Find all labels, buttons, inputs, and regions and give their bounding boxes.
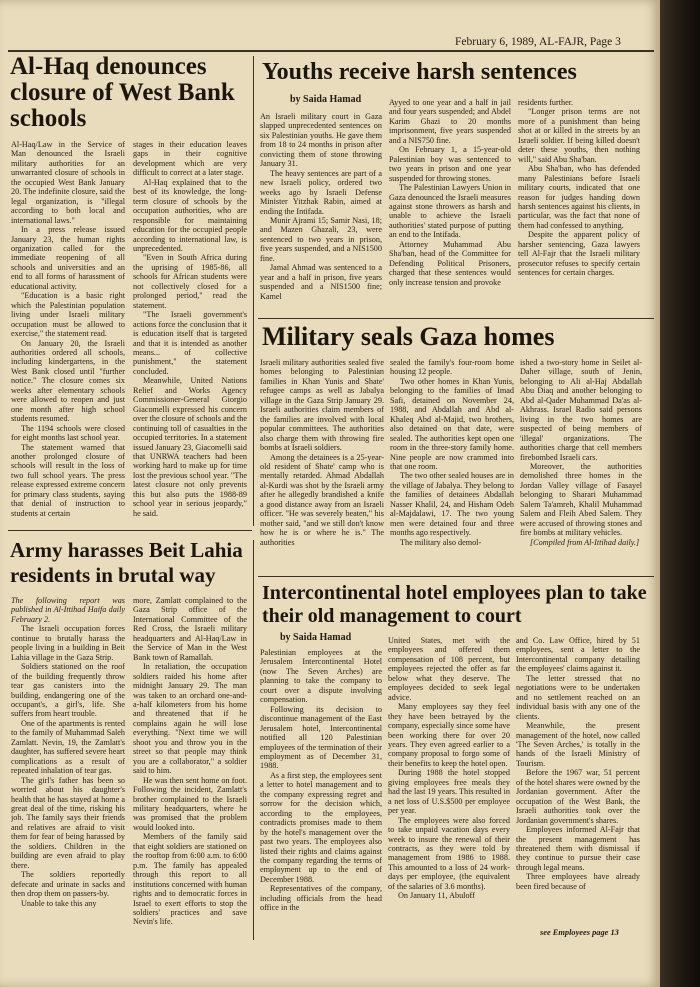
headline-youths: Youths receive harsh sentences <box>262 59 577 85</box>
paragraph: Before the 1967 war, 51 percent of the hotel shares were owned by the Jordanian government. After the occupation of the West Bank, the Israeli authorities took over the Jordanian government's shares. <box>516 768 640 825</box>
article-youths-col1 <box>260 112 382 314</box>
paragraph: Israeli military authorities sealed five homes belonging to Palestinian families in Khan Yunis and Shate' refugee camps as well as Jabalya village in the Gaza Strip January 29. Israeli authorities claim members of the families are involved with local popular committees. The authorities also charge them with throwing fire bombs at Israeli soldiers. <box>260 358 384 453</box>
paragraph: On January 20, the Israeli authorities ordered all schools, including kindergartens, in the West Bank closed until "further notice." The closure comes six weeks after elementary schools were allowed to reopen and just one month after high school students resumed. <box>11 338 125 424</box>
paragraph: Abu Sha'ban, who has defended many Palestinians before Israeli military courts, indicated that one reason for judges handing down harsh sentences against his clients, in particular, was the fact that none of them had confessed to anything. <box>518 164 640 230</box>
article-beit-lahia-col2 <box>133 596 247 942</box>
paragraph: Unable to take this any <box>21 898 97 908</box>
paragraph: One of the apartments is rented to the family of Muhammad Saleh Zamlatt. Nevin, 19, the Zamlatt's daughter, has suffered severe heart complications as a result of repeated inhalation of tear gas. <box>11 718 125 776</box>
paragraph: Despite the apparent policy of harsher sentencing, Gaza lawyers tell Al-Fajr that the Israeli military prosecutor refuses to specify certain sentences for certain charges. <box>518 230 640 278</box>
headline-beit-lahia: Army harasses Beit Lahia residents in brutal way <box>10 538 243 587</box>
paragraph: United States, met with the employees and offered them compensation of 108 percent, but employees rejected the offer as far below what they deserve. The employees decided to seek legal advice. <box>388 636 510 702</box>
byline: by Saida Hamad <box>290 94 362 105</box>
paragraph: An Israeli military court in Gaza slapped unprecedented sentences on six Palestinian youths. He gave them from 18 to 24 months in prison after convicting them of stone throwing January 31. <box>260 112 382 169</box>
paragraph: The letter stressed that no negotiations were to be undertaken and no settlement reached on an individual basis with any one of the clients. <box>516 673 640 721</box>
paragraph: Palestinian employees at the Jerusalem Intercontinental Hotel (now The Seven Arches) are planning to take the company to court over a dispute involving compensation. <box>260 648 382 705</box>
paragraph: The Palestinian Lawyers Union in Gaza denounced the Israeli measures against stone throwers as harsh and unable to achieve the Israeli authorities' stated purpose of putting an end to the Intifada. <box>389 183 511 240</box>
article-al-haq-col2 <box>133 140 247 526</box>
paragraph: On February 1, a 15-year-old Palestinian boy was sentenced to two years in prison and one year suspended for throwing stones. <box>389 145 511 183</box>
paragraph: "Education is a basic right which the Palestinian population living under Israeli military occupation must be allowed to exercise," the statement read. <box>11 291 125 339</box>
paragraph: In a press release issued January 23, the human rights organization called for the immediate reopening of all schools and universities and an end to all forms of harassment of educational activity. <box>11 225 125 291</box>
article-hotel-col2 <box>388 636 510 942</box>
article-gaza-col1 <box>260 358 384 574</box>
paragraph: Representatives of the company, including officials from the head office in the <box>260 884 382 913</box>
article-beit-lahia-col1 <box>11 596 125 942</box>
paragraph: Members of the family said that eight soldiers are stationed on the rooftop from 6:00 a.m. to 6:00 p.m. The family has appealed through this report to all institutions concerned with human rights and to democratic forces in Israel to exert efforts to stop the soldiers' practices and save Nevin's life. <box>133 832 247 927</box>
headline-gaza-homes: Military seals Gaza homes <box>262 322 555 351</box>
paragraph: Moreover, the authorities demolished three homes in the Jordan Valley village of Fasayel belonging to Sharari Muhammad Salem Ta'amreh, Khalil Muhammad Salem and Fleih Abed Salem. They were accused of throwing stones and fire bombs at military vehicles. <box>520 461 642 538</box>
paragraph: He was then sent home on foot. Following the incident, Zamlatt's brother complained to the Israeli military headquarters, where he was promised that the problem would looked into. <box>133 775 247 832</box>
article-al-haq-col1 <box>11 140 125 526</box>
paragraph: Three employees have already been fired because of <box>516 872 640 891</box>
byline: by Saida Hamad <box>280 632 352 643</box>
section-rule <box>258 318 654 319</box>
article-hotel-col3 <box>516 636 640 924</box>
paragraph: The soldiers reportedly defecate and urinate in sacks and then drop them on passers-by. <box>11 870 125 899</box>
paragraph: "The Israeli government's actions force the conclusion that it is education itself that is targeted and that it is intended as another means... of collective punishment," the statement concluded. <box>133 310 247 376</box>
column-divider <box>253 540 254 940</box>
paragraph: Al-Haq/Law in the Service of Man denounced the Israeli military authorities for an unwarranted closure of schools in the occupied West Bank January 20. The indefinite closure, said the legal organization, is "illegal according to both local and international laws." <box>11 140 125 225</box>
continuation-jump: see Employees page 13 <box>540 928 619 937</box>
paragraph: "Even in South Africa during the uprising of 1985-86, all schools for African students were not collectively closed for a prolonged period," read the statement. <box>133 253 247 310</box>
paragraph: Employees informed Al-Fajr that the present management has threatened them with dismissal if they continue to pursue their case through legal means. <box>516 825 640 872</box>
paragraph: Munir Ajrami 15; Samir Nasi, 18; and Mazen Ghazali, 23, were sentenced to two years in prison, five years suspended, and a NIS1500 fine. <box>260 215 382 263</box>
paragraph: and Co. Law Office, hired by 51 employees, sent a letter to the Intercontinental company detailing the employees' claims against it. <box>516 636 640 674</box>
paragraph: As a first step, the employees sent a letter to hotel management and to the company expressing regret and sorrow for the decision which, according to the employees, contradicts promises made to them by the hotel's management over the past two years. The employees also listed their rights and claims against the company regarding the terms of employment up to the end of December 1988. <box>260 770 382 884</box>
article-gaza-col2 <box>390 358 514 574</box>
paragraph: The following report was published in Al-Ittihad Haifa daily February 2. <box>11 596 125 624</box>
book-binding <box>660 0 700 987</box>
page-header: February 6, 1989, AL-FAJR, Page 3 <box>455 36 621 48</box>
paragraph: Two other homes in Khan Yunis, belonging to the families of Imad Safi, detained on November 24, 1988, and Abdallah and Abd al-Khaleq Abd al-Majid, two brothers, also detained on that date, were sealed. The authorities kept open one room in the three-story family home. Nine people are now crammed into that one room. <box>390 376 514 471</box>
paragraph: sealed the family's four-room home housing 12 people. <box>390 358 514 377</box>
paragraph: The heavy sentences are part of a new Israeli policy, ordered two weeks ago by Israeli Defense Minister Yitzhak Rabin, aimed at ending the Intifada. <box>260 168 382 216</box>
paragraph: In retaliation, the occupation soldiers raided his home after midnight January 29. The man was taken to an orchard one-and-a-half kilometers from his home and threatened that if he complains again he will lose everything. "Next time we will shoot you and throw you in the street so that people may think you are a collaborator," a soldier said to him. <box>133 662 247 776</box>
paragraph: During 1988 the hotel stopped giving employees free meals they had the last 19 years. This resulted in a net loss of U.S.$500 per employee per year. <box>388 768 510 816</box>
paragraph: Among the detainees is a 25-year-old resident of Shate' camp who is mentally retarded. Ahmad Abdallah al-Kurdi was shot by the Israeli army after he allegedly brandished a knife a good distance away from an Israeli officer. "He was severely beaten," his mother said, "and we still don't know how he is or where he is." The authorities <box>260 452 384 547</box>
article-youths-col3 <box>518 98 640 314</box>
article-youths-col2 <box>389 98 511 314</box>
paragraph: The two other sealed houses are in the village of Jabalya. They belong to the families of detainees Abdallah Nasser Khalil, 24, and Hisham Odeh al-Majdalawi, 17. The two young men were detained four and three months ago respectively. <box>390 471 514 538</box>
paragraph: Meanwhile, the present management of the hotel, now called 'The Seven Arches,' is totally in the hands of the Israeli Ministry of Tourism. <box>516 721 640 768</box>
article-gaza-col3 <box>520 358 642 574</box>
headline-al-haq: Al-Haq denounces closure of West Bank schools <box>10 53 235 132</box>
header-rule <box>8 50 654 52</box>
paragraph: On January 11, Abuloff <box>398 891 475 901</box>
section-rule <box>258 576 654 577</box>
paragraph: Ayyed to one year and a half in jail and four years suspended; and Abdel Karim Ghazi to 20 months imprisonment, five years suspended and a NIS750 fine. <box>389 98 511 145</box>
paragraph: stages in their education leaves gaps in their cognitive development which are very difficult to correct at a later stage. <box>133 140 247 178</box>
paragraph: The 1194 schools were closed for eight months last school year. <box>11 423 125 443</box>
paragraph: The Israeli occupation forces continue to brutally harass the people living in a building in Beit Lahia village in the Gaza Strip. <box>11 624 125 662</box>
paragraph: "Longer prison terms are not more of a punishment than being shot at or killed in the streets by an Israeli soldier. If being killed doesn't deter these youths, then nothing will," said Abu Sha'ban. <box>518 107 640 164</box>
paragraph: The girl's father has been so worried about his daughter's health that he has stayed at home a great deal of the time, risking his job. The family says their friends and relatives are afraid to visit them for fear of being harassed by the soldiers. Children in the building are even afraid to play there. <box>11 775 125 870</box>
paragraph: Al-Haq explained that to the best of its knowledge, the long-term closure of schools by the occupation authorities, who are responsible for maintaining education for the occupied people according to international law, is unprecedented. <box>133 177 247 253</box>
paragraph: Many employees say they feel they have been betrayed by the company, especially since some have been working there for over 20 years. They even agreed earlier to a company proposal to forgo some of their benefits to keep the hotel open. <box>388 702 510 768</box>
headline-intercontinental: Intercontinental hotel employees plan to take their old management to court <box>262 582 647 627</box>
paragraph: residents further. <box>518 98 574 107</box>
paragraph: Soldiers stationed on the roof of the building frequently throw tear gas canisters into the building, endangering one of the occupant's, a girl's, life. She suffers from heart trouble. <box>11 662 125 719</box>
paragraph: The military also demol- <box>400 537 482 547</box>
paragraph: The employees were also forced to take unpaid vacation days every week to insure the renewal of their contracts, as they were told by management from 1986 to 1988. This amounted to a loss of 24 work-days per employee, (the equivalent of the salaries of 3.6 months). <box>388 815 510 891</box>
section-rule <box>8 530 252 531</box>
source-credit: [Compiled from Al-Ittihad daily.] <box>530 537 640 547</box>
paragraph: more, Zamlatt complained to the Gaza Strip office of the International Committee of the Red Cross, the Israeli military headquarters and Al-Haq/Law in the Service of Man in the West Bank town of Ramallah. <box>133 596 247 662</box>
paragraph: Jamal Ahmad was sentenced to a year and a half in prison, five years suspended and a NIS1500 fine; Kamel <box>260 263 382 301</box>
article-hotel-col1 <box>260 648 382 942</box>
column-divider <box>253 56 254 526</box>
paragraph: Following its decision to discontinue management of the East Jerusalem hotel, Intercontinental notified all 120 Palestinian employees of the termination of their employment as of December 31, 1988. <box>260 704 382 771</box>
paragraph: The statement warned that another prolonged closure of schools will result in the loss of two full school years. The press release expressed extreme concern for primary class students, saying that denial of instruction to students at certain <box>11 442 125 518</box>
paragraph: Meanwhile, United Nations Relief and Works Agency Commissioner-General Giorgio Giacomelli expressed his concern over the closure of schools and the continuing toll of casualties in the occupied territories. In a statement issued January 23, Giacomelli said that UNRWA teachers had been working hard to make up for time lost the previous school year. "The latest closure not only prevents this but also puts the 1988-89 school year in serious jeopardy," he said. <box>133 376 247 518</box>
paragraph: Attorney Muhammad Abu Sha'ban, head of the Committee for Defending Political Prisoners, charged that these sentences would only increase tension and provoke <box>389 239 511 287</box>
paragraph: ished a two-story home in Seilet al-Daher village, south of Jenin, belonging to Ali al-Haj Abdallah Abu Diaq and another belonging to Abd al-Qader Muhammad Da'as al-Akhrass. Israel Radio said persons living in the two homes are suspected of being members of 'illegal' organizations. The authorities charge that cell members firebombed Israeli cars. <box>520 358 642 462</box>
